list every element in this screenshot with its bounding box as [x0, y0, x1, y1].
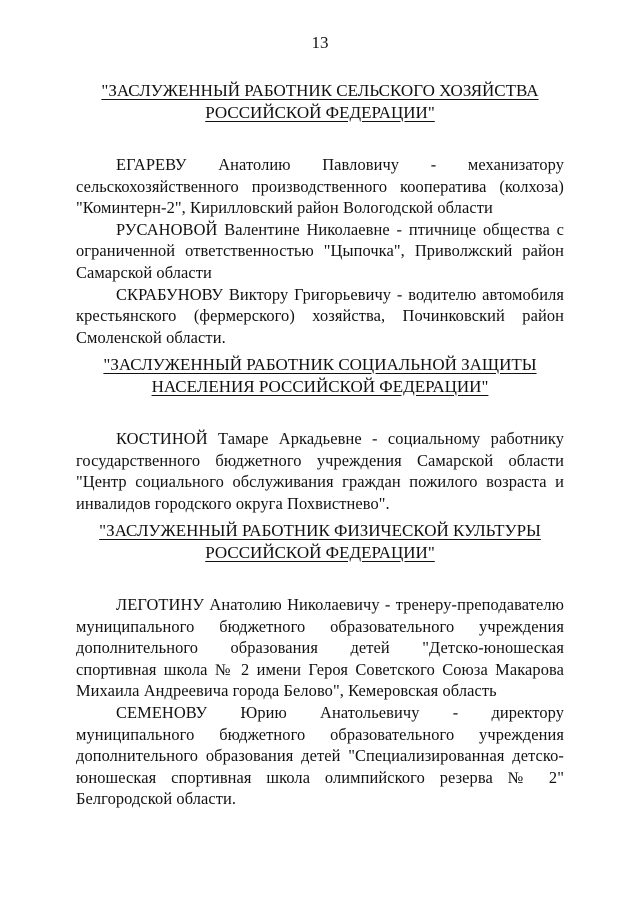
section-title-line: НАСЕЛЕНИЯ РОССИЙСКОЙ ФЕДЕРАЦИИ": [151, 377, 489, 396]
award-entry: ЛЕГОТИНУ Анатолию Николаевичу - тренеру-преподавателю муниципального бюджетного образовательного учреждения дополнительного образования детей "Детско-юношеская спортивная школа № 2 имени Героя Советского Союза Макарова Михаила Андреевича города Белово", Кемеровская область: [76, 595, 564, 701]
award-entry: ЕГАРЕВУ Анатолию Павловичу - механизатору сельскохозяйственного производственного кооператива (колхоза) "Коминтерн-2", Кирилловский район Вологодской области: [76, 155, 564, 218]
section-title: [76, 80, 564, 124]
award-entries: [76, 154, 564, 348]
section-title: [76, 520, 564, 564]
section-title-line: "ЗАСЛУЖЕННЫЙ РАБОТНИК СЕЛЬСКОГО ХОЗЯЙСТВА: [101, 81, 539, 100]
award-entry: СЕМЕНОВУ Юрию Анатольевичу - директору муниципального бюджетного образовательного учреждения дополнительного образования детей "Специализированная детско-юношеская спортивная школа олимпийского резерва № 2" Белгородской области.: [76, 702, 564, 809]
award-entry: СКРАБУНОВУ Виктору Григорьевичу - водителю автомобиля крестьянского (фермерского) хозяйства, Починковский район Смоленской области.: [76, 284, 564, 347]
award-section-agriculture: [76, 80, 564, 348]
award-entry: КОСТИНОЙ Тамаре Аркадьевне - социальному работнику государственного бюджетного учреждения Самарской области "Центр социального обслуживания граждан пожилого возраста и инвалидов городского округа Похвистнево".: [76, 429, 564, 513]
section-title-line: РОССИЙСКОЙ ФЕДЕРАЦИИ": [205, 103, 435, 122]
page-number: 13: [311, 33, 329, 52]
section-title-line: РОССИЙСКОЙ ФЕДЕРАЦИИ": [205, 543, 435, 562]
section-title-line: "ЗАСЛУЖЕННЫЙ РАБОТНИК ФИЗИЧЕСКОЙ КУЛЬТУРЫ: [99, 521, 541, 540]
section-title: [76, 354, 564, 398]
section-title-line: "ЗАСЛУЖЕННЫЙ РАБОТНИК СОЦИАЛЬНОЙ ЗАЩИТЫ: [103, 355, 537, 374]
award-section-social-protection: [76, 354, 564, 514]
award-entry: РУСАНОВОЙ Валентине Николаевне - птичнице общества с ограниченной ответственностью "Цыпочка", Приволжский район Самарской области: [76, 219, 564, 282]
award-section-physical-culture: [76, 520, 564, 810]
award-entries: [76, 428, 564, 514]
award-entries: [76, 594, 564, 810]
